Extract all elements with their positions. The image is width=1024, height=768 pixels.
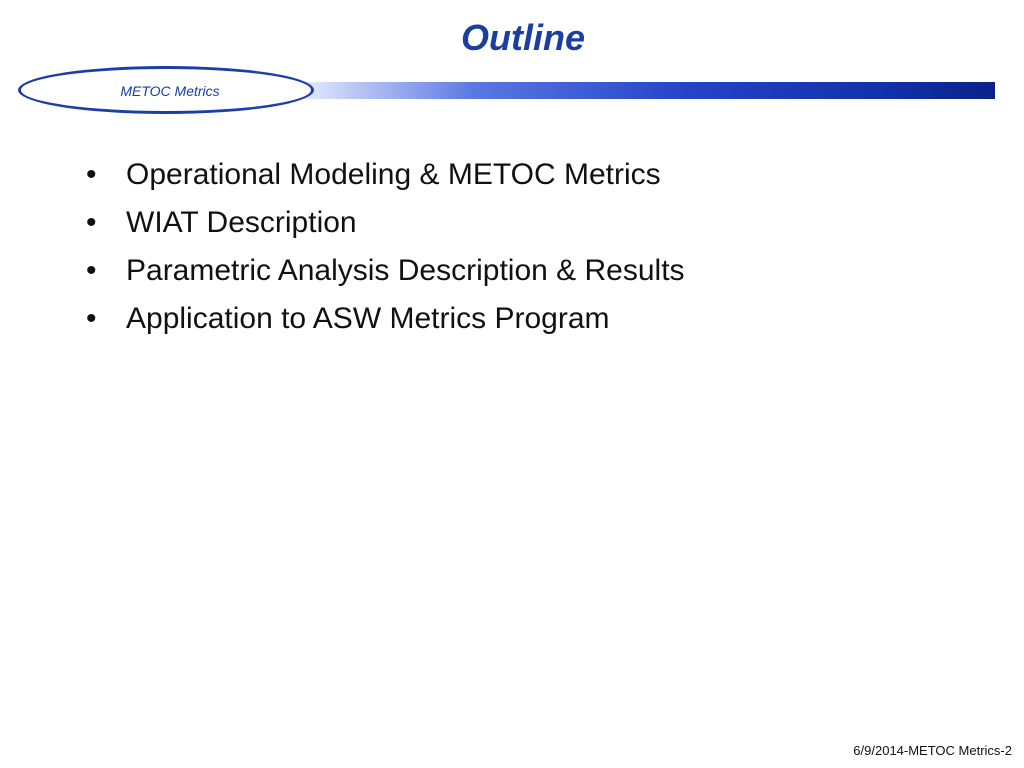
bullet-text: Operational Modeling & METOC Metrics <box>126 158 661 191</box>
bullet-item <box>86 158 685 192</box>
bullet-text: WIAT Description <box>126 206 357 239</box>
bullet-list <box>86 158 685 350</box>
bullet-icon: • <box>86 254 97 287</box>
bullet-text: Parametric Analysis Description & Results <box>126 254 685 287</box>
logo-text: METOC Metrics <box>120 83 220 99</box>
bullet-icon: • <box>86 302 97 335</box>
bullet-icon: • <box>86 206 97 239</box>
bullet-item <box>86 254 685 288</box>
bullet-item <box>86 206 685 240</box>
bullet-icon: • <box>86 158 97 191</box>
bullet-item <box>86 302 685 336</box>
header-gradient-band <box>300 82 995 99</box>
slide-title: Outline <box>461 17 585 58</box>
slide-footer: 6/9/2014-METOC Metrics-2 <box>853 743 1012 758</box>
bullet-text: Application to ASW Metrics Program <box>126 302 610 335</box>
